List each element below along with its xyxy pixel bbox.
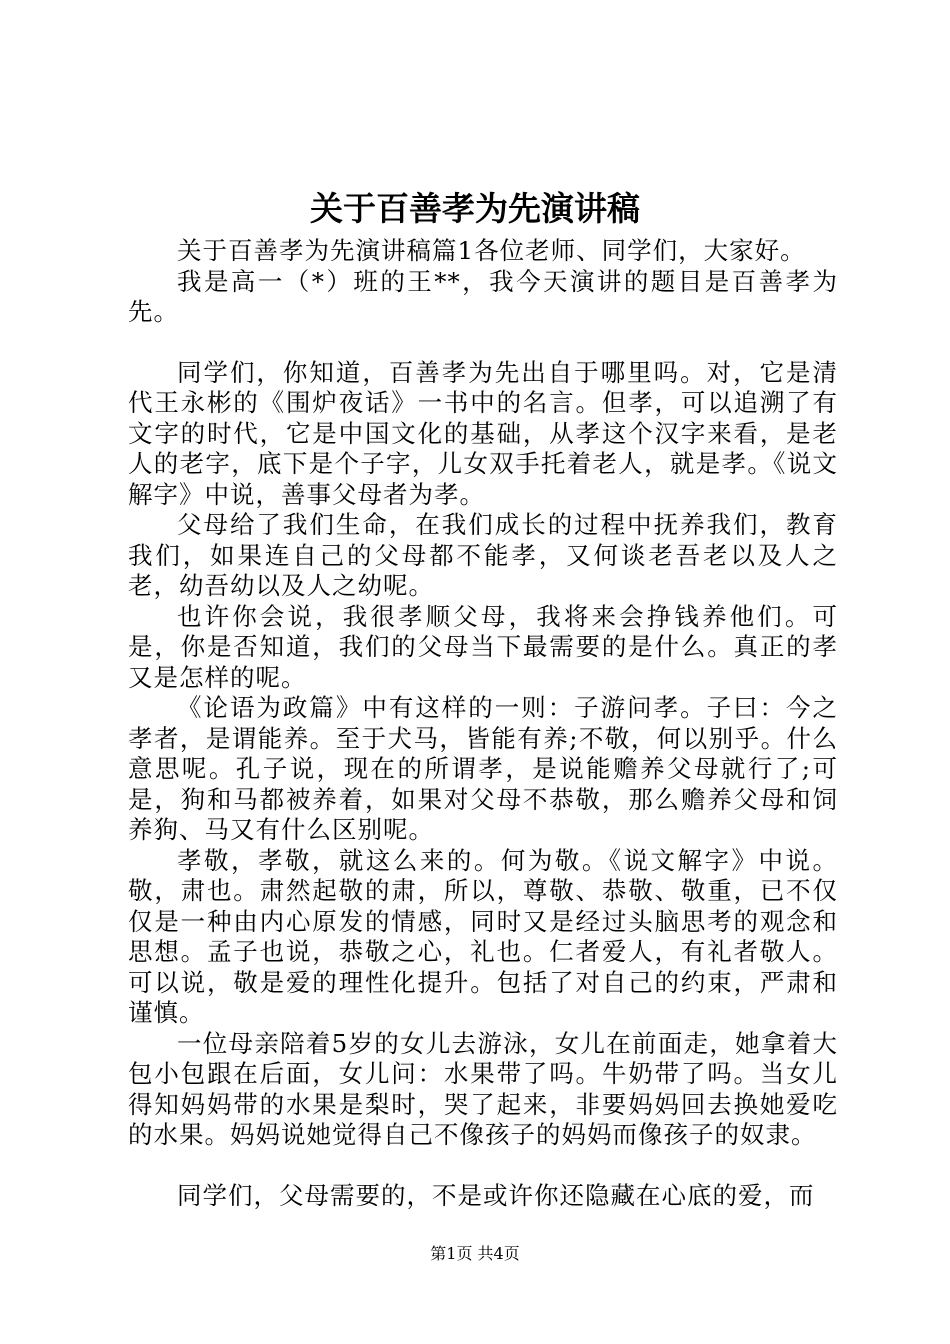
paragraph: 同学们，你知道，百善孝为先出自于哪里吗。对，它是清代王永彬的《围炉夜话》一书中的名言。但孝，可以追溯了有文字的时代，它是中国文化的基础，从孝这个汉字来看，是老人的老字，底下是个子字，儿女双手托着老人，就是孝。《说文解字》中说，善事父母者为孝。 — [128, 357, 838, 509]
page-footer: 第1页 共4页 — [430, 1244, 520, 1263]
paragraph: 也许你会说，我很孝顺父母，我将来会挣钱养他们。可是，你是否知道，我们的父母当下最需要的是什么。真正的孝又是怎样的呢。 — [128, 601, 838, 692]
paragraph: 同学们，父母需要的，不是或许你还隐藏在心底的爱，而 — [177, 1180, 815, 1210]
paragraph: 我是高一（*）班的王**，我今天演讲的题目是百善孝为先。 — [128, 266, 838, 326]
paragraph: 一位母亲陪着5岁的女儿去游泳，女儿在前面走，她拿着大包小包跟在后面，女儿问：水果带了吗。牛奶带了吗。当女儿得知妈妈带的水果是梨时，哭了起来，非要妈妈回去换她爱吃的水果。妈妈说她觉得自己不像孩子的妈妈而像孩子的奴隶。 — [128, 1028, 838, 1149]
document-title: 关于百善孝为先演讲稿 — [310, 189, 640, 228]
paragraph: 《论语为政篇》中有这样的一则：子游问孝。子曰：今之孝者，是谓能养。至于犬马，皆能有养;不敬，何以别乎。什么意思呢。孔子说，现在的所谓孝，是说能赡养父母就行了;可是，狗和马都被养着，如果对父母不恭敬，那么赡养父母和饲养狗、马又有什么区别呢。 — [128, 693, 838, 844]
document-body — [128, 236, 838, 1211]
paragraph: 关于百善孝为先演讲稿篇1各位老师、同学们，大家好。 — [177, 236, 806, 265]
paragraph: 父母给了我们生命，在我们成长的过程中抚养我们，教育我们，如果连自己的父母都不能孝，又何谈老吾老以及人之老，幼吾幼以及人之幼呢。 — [128, 510, 838, 600]
paragraph: 孝敬，孝敬，就这么来的。何为敬。《说文解字》中说。敬，肃也。肃然起敬的肃，所以，尊敬、恭敬、敬重，已不仅仅是一种由内心原发的情感，同时又是经过头脑思考的观念和思想。孟子也说，恭敬之心，礼也。仁者爱人，有礼者敬人。可以说，敬是爱的理性化提升。包括了对自己的约束，严肃和谨慎。 — [128, 845, 838, 1027]
